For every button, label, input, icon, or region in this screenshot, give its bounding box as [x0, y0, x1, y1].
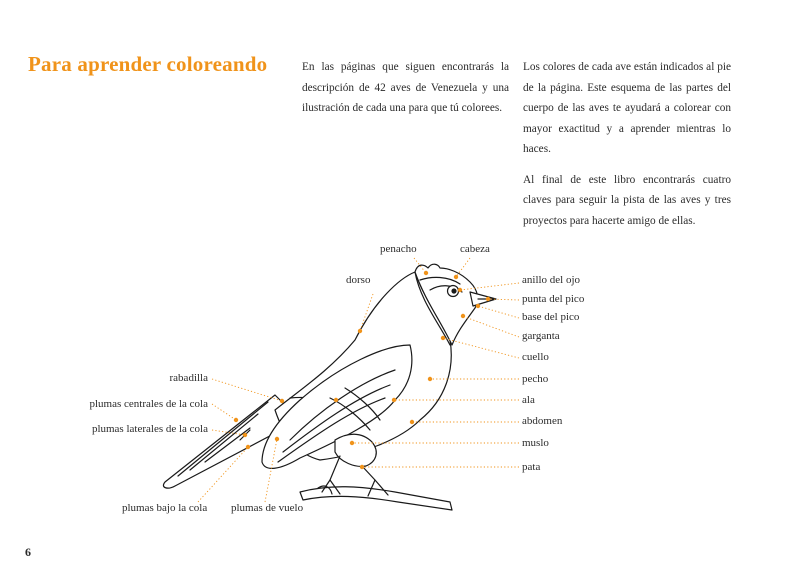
- page-number: 6: [25, 545, 31, 559]
- branch: [300, 486, 452, 510]
- label-rabadilla: rabadilla: [169, 372, 208, 384]
- label-plumas-de-vuelo: plumas de vuelo: [231, 502, 304, 514]
- label-plumas-laterales: plumas laterales de la cola: [91, 423, 208, 435]
- label-cabeza: cabeza: [460, 243, 490, 255]
- label-punta-del-pico: punta del pico: [522, 293, 585, 305]
- label-muslo: muslo: [522, 437, 549, 449]
- label-pata: pata: [522, 461, 541, 473]
- label-anillo-del-ojo: anillo del ojo: [522, 274, 581, 286]
- label-penacho: penacho: [380, 243, 417, 255]
- page-title: Para aprender coloreando: [28, 52, 268, 76]
- label-abdomen: abdomen: [522, 415, 563, 427]
- label-ala: ala: [522, 394, 535, 406]
- intro-paragraph-1: En las páginas que siguen encontrarás la descripción de 42 aves de Venezuela y una ilustración de cada una para que tú colorees.: [302, 61, 509, 114]
- label-pecho: pecho: [522, 373, 549, 385]
- label-cuello: cuello: [522, 351, 549, 363]
- intro-paragraph-2: Los colores de cada ave están indicados al pie de la página. Este esquema de las partes del cuerpo de las aves te ayudará a colorear con mayor exactitud y a aprender mientras lo haces.: [523, 61, 731, 155]
- label-dorso: dorso: [346, 274, 371, 286]
- label-garganta: garganta: [522, 330, 560, 342]
- intro-paragraph-3: Al final de este libro encontrarás cuatro claves para seguir la pista de las aves y tres proyectos para hacerte amigo de ellas.: [523, 173, 731, 227]
- label-base-del-pico: base del pico: [522, 311, 580, 323]
- label-plumas-bajo-cola: plumas bajo la cola: [122, 502, 208, 514]
- label-plumas-centrales: plumas centrales de la cola: [89, 398, 208, 410]
